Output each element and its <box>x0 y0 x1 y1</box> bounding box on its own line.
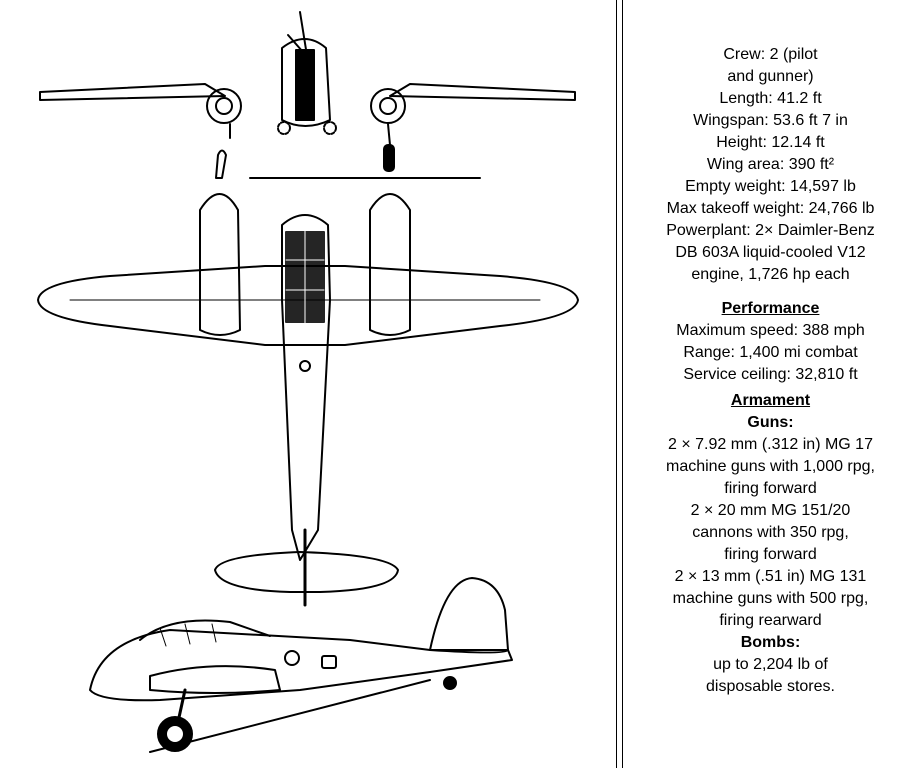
front-view <box>40 12 575 178</box>
performance-heading: Performance <box>721 300 820 317</box>
spec-line-height: Height: 12.14 ft <box>716 134 825 151</box>
spec-line-wing-area: Wing area: 390 ft² <box>706 156 835 173</box>
guns-line-7: 2 × 13 mm (.51 in) MG 131 <box>674 568 867 585</box>
spec-line-crew-2: and gunner) <box>727 68 814 85</box>
specifications-panel <box>622 44 919 698</box>
guns-line-5: cannons with 350 rpg, <box>692 524 849 541</box>
bombs-label: Bombs: <box>740 634 801 651</box>
guns-line-4: 2 × 20 mm MG 151/20 <box>690 502 851 519</box>
armament-heading: Armament <box>730 392 811 409</box>
spec-line-powerplant-3: engine, 1,726 hp each <box>691 266 850 283</box>
spec-line-max-takeoff-weight: Max takeoff weight: 24,766 lb <box>666 200 875 217</box>
guns-label: Guns: <box>747 414 794 431</box>
side-view <box>90 578 512 752</box>
guns-line-3: firing forward <box>724 480 817 497</box>
guns-line-9: firing rearward <box>719 612 822 629</box>
spec-line-crew-1: Crew: 2 (pilot <box>723 46 818 63</box>
divider-left <box>616 0 617 768</box>
guns-line-6: firing forward <box>724 546 817 563</box>
guns-line-8: machine guns with 500 rpg, <box>672 590 869 607</box>
spec-line-length: Length: 41.2 ft <box>719 90 822 107</box>
spec-line-empty-weight: Empty weight: 14,597 lb <box>685 178 856 195</box>
perf-max-speed: Maximum speed: 388 mph <box>676 322 865 339</box>
guns-line-2: machine guns with 1,000 rpg, <box>665 458 875 475</box>
spec-line-powerplant-1: Powerplant: 2× Daimler-Benz <box>666 222 875 239</box>
spec-line-powerplant-2: DB 603A liquid-cooled V12 <box>675 244 866 261</box>
spec-line-wingspan: Wingspan: 53.6 ft 7 in <box>693 112 848 129</box>
perf-range: Range: 1,400 mi combat <box>683 344 858 361</box>
guns-line-1: 2 × 7.92 mm (.312 in) MG 17 <box>668 436 873 453</box>
bombs-line-1: up to 2,204 lb of <box>713 656 828 673</box>
perf-service-ceiling: Service ceiling: 32,810 ft <box>683 366 858 383</box>
bombs-line-2: disposable stores. <box>706 678 835 695</box>
top-view <box>38 194 578 605</box>
